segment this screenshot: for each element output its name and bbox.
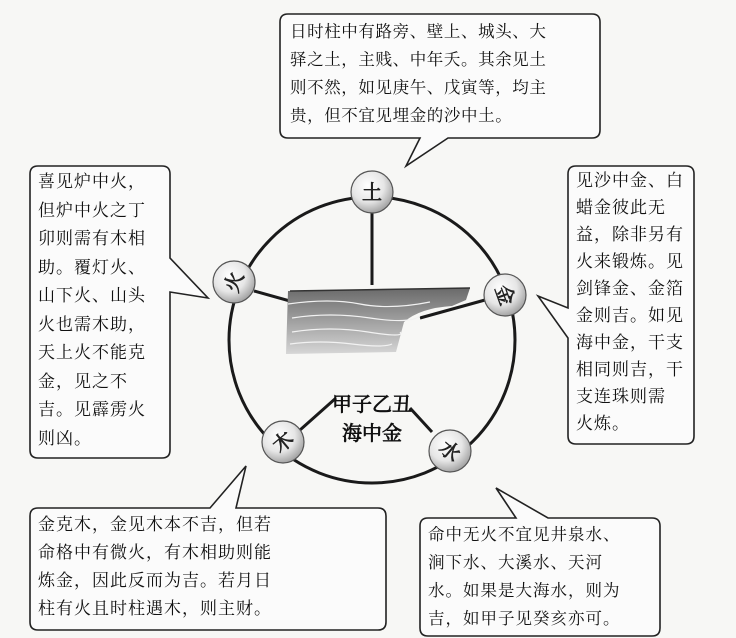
- element-earth: [351, 171, 393, 213]
- sea-image: [286, 288, 470, 354]
- callout-metal-line: 海中金，干支: [576, 333, 684, 353]
- callout-fire-line: 吉。见霹雳火: [38, 400, 146, 420]
- callout-water-line: 命中无火不宜见井泉水、: [428, 525, 621, 544]
- callout-earth-text: [290, 18, 547, 130]
- spoke-wood: [300, 398, 336, 430]
- callout-metal-line: 金则吉。如见: [576, 306, 684, 326]
- callout-fire-line: 喜见炉中火，: [38, 172, 146, 192]
- callout-water-line: 水。如果是大海水，则为: [428, 581, 621, 600]
- svg-text:木: 木: [267, 426, 299, 458]
- callout-fire-line: 助。覆灯火、: [38, 257, 146, 278]
- callout-metal-line: 火来锻炼。见: [576, 252, 684, 272]
- callout-fire-line: 火也需木助，: [38, 314, 146, 335]
- callout-water-line: 涧下水、大溪水、天河: [428, 553, 603, 572]
- callout-metal-line: 益，除非另有: [576, 225, 684, 245]
- callout-fire-line: 则凶。: [38, 428, 92, 449]
- callout-metal-line: 相同则吉，干: [576, 360, 684, 380]
- svg-text:水: 水: [434, 435, 466, 467]
- callout-wood-line: 炼金，因此反而为吉。若月日: [38, 571, 272, 591]
- callout-earth-line: 驿之土，主贱、中年夭。其余见土: [290, 50, 547, 69]
- callout-fire-line: 金，见之不: [38, 371, 128, 392]
- callout-metal-line: 剑锋金、金箔: [576, 279, 684, 299]
- element-metal: [484, 274, 526, 316]
- callout-earth-line: 日时柱中有路旁、壁上、城头、大: [290, 22, 547, 41]
- callout-water-line: 吉，如甲子见癸亥亦可。: [428, 609, 621, 628]
- callout-fire-text: [38, 168, 146, 453]
- svg-text:金: 金: [490, 281, 520, 309]
- svg-text:土: 土: [362, 180, 382, 204]
- callout-wood-text: [38, 511, 272, 623]
- spoke-water: [410, 408, 432, 432]
- element-fire: [213, 261, 255, 303]
- callout-metal-line: 蜡金彼此无: [576, 198, 666, 218]
- center-label-line2: 海中金: [342, 421, 402, 445]
- svg-text:火: 火: [219, 268, 249, 296]
- callout-metal-line: 火炼。: [576, 414, 630, 434]
- callout-wood-line: 金克木，金见木本不吉，但若: [38, 515, 272, 535]
- callout-metal-line: 见沙中金、白: [576, 171, 684, 191]
- element-wood: [262, 421, 304, 463]
- callout-earth-line: 贵，但不宜见埋金的沙中土。: [290, 106, 513, 125]
- callout-earth-line: 则不然，如见庚午、戊寅等，均主: [290, 78, 547, 97]
- element-water: [429, 430, 471, 472]
- callout-fire-line: 卯则需有木相: [38, 229, 146, 249]
- callout-water-text: [428, 521, 621, 633]
- callout-metal-text: [576, 168, 684, 438]
- callout-wood-line: 命格中有微火，有木相助则能: [38, 543, 272, 563]
- callout-fire-line: 天上火不能克: [38, 343, 146, 363]
- callout-metal-line: 支连珠则需: [576, 387, 666, 407]
- callout-fire-line: 但炉中火之丁: [38, 200, 146, 221]
- callout-fire-line: 山下火、山头: [38, 286, 146, 306]
- center-label-line1: 甲子乙丑: [332, 392, 412, 416]
- callout-wood-line: 柱有火且时柱遇木，则主财。: [38, 599, 272, 619]
